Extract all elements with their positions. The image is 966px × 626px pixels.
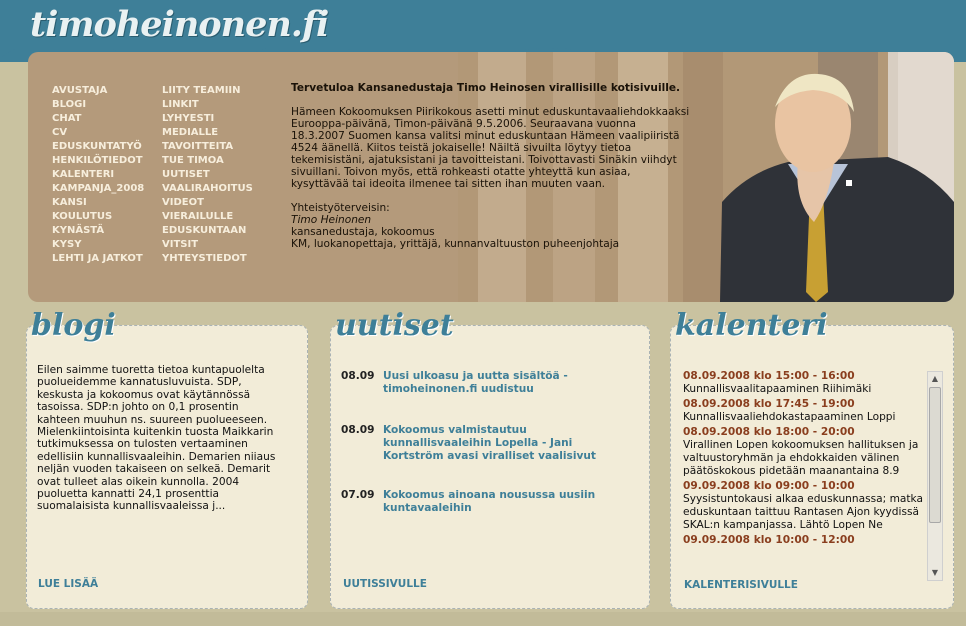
- nav-item-lehti[interactable]: LEHTI JA JATKOT: [52, 253, 143, 264]
- calendar-desc: Kunnallisvaalitapaaminen Riihimäki: [683, 383, 872, 395]
- news-date: 08.09: [341, 370, 375, 382]
- calendar-scrollbar[interactable]: [927, 371, 943, 581]
- nav-item-uutiset[interactable]: UUTISET: [162, 169, 210, 180]
- calendar-date: 08.09.2008 klo 18:00 - 20:00: [683, 426, 855, 438]
- calendar-date: 09.09.2008 klo 09:00 - 10:00: [683, 480, 855, 492]
- nav-item-yhteystiedot[interactable]: YHTEYSTIEDOT: [162, 253, 247, 264]
- news-date: 08.09: [341, 424, 375, 436]
- scrollbar-thumb[interactable]: [929, 387, 941, 523]
- welcome-title: Tervetuloa Kansanedustaja Timo Heinosen virallisille kotisivuille.: [291, 82, 681, 94]
- calendar-date: 09.09.2008 klo 10:00 - 12:00: [683, 534, 855, 546]
- welcome-role-1: kansanedustaja, kokoomus: [291, 226, 435, 238]
- hero-banner: [28, 52, 954, 302]
- welcome-greeting: Yhteistyöterveisin:: [291, 202, 390, 214]
- welcome-role-2: KM, luokanopettaja, yrittäjä, kunnanvaltuuston puheenjohtaja: [291, 238, 620, 250]
- nav-column-2: [162, 84, 253, 266]
- nav-item-liity-teamiin[interactable]: LIITY TEAMIIN: [162, 85, 241, 96]
- blog-heading: blogi: [31, 308, 116, 343]
- welcome-signature-name: Timo Heinonen: [291, 214, 372, 226]
- nav-item-linkit[interactable]: LINKIT: [162, 99, 199, 110]
- welcome-paragraph: Hämeen Kokoomuksen Piirikokous asetti minut eduskuntavaaliehdokkaaksi Eurooppa-päivänä, Timon-päivänä 9.5.2006. Seuraavana vuonna 18.3.2007 Suomen kansa valitsi minut eduskuntaan Hämeen vaalipiiristä 4524 äänellä. Kiitos teistä jokaiselle! Näiltä sivuilta löytyy tietoa tekemisistäni, ajatuksistani ja tavoitteistani. Toivottavasti Sinäkin viihdyt sivuillani. Toivon myös, että rohkeasti otatte yhteyttä kun asiaa, kysyttävää tai ideoita ilmenee tai sitten ihan muuten vaan.: [291, 106, 690, 190]
- nav-item-koulutus[interactable]: KOULUTUS: [52, 211, 113, 222]
- calendar-item: [683, 370, 927, 396]
- nav-item-eduskuntatyo[interactable]: EDUSKUNTATYÖ: [52, 141, 142, 152]
- news-heading: uutiset: [335, 308, 454, 343]
- nav-item-henkilotiedot[interactable]: HENKILÖTIEDOT: [52, 155, 143, 166]
- nav-item-chat[interactable]: CHAT: [52, 113, 82, 124]
- read-more-link[interactable]: LUE LISÄÄ: [38, 578, 99, 590]
- calendar-heading: kalenteri: [675, 308, 828, 343]
- news-title-link[interactable]: Uusi ulkoasu ja uutta sisältöä - timoheinonen.fi uudistuu: [383, 370, 568, 395]
- calendar-panel: [670, 308, 954, 609]
- nav-item-videot[interactable]: VIDEOT: [162, 197, 204, 208]
- news-date: 07.09: [341, 489, 375, 501]
- news-page-link[interactable]: UUTISSIVULLE: [343, 578, 427, 590]
- calendar-page-link[interactable]: KALENTERISIVULLE: [684, 579, 798, 591]
- calendar-desc: Syysistuntokausi alkaa eduskunnassa; matka eduskuntaan taittuu Rantasen Ajon kyydissä SKAL:n kampanjassa. Lähtö Lopen Ne: [683, 493, 923, 531]
- scroll-up-icon[interactable]: ▲: [931, 374, 939, 383]
- calendar-desc: Kunnallisvaaliehdokastapaaminen Loppi: [683, 411, 896, 423]
- calendar-date: 08.09.2008 klo 17:45 - 19:00: [683, 398, 855, 410]
- nav-item-cv[interactable]: CV: [52, 127, 68, 138]
- calendar-item: [683, 534, 927, 547]
- calendar-list[interactable]: [683, 370, 927, 576]
- nav-column-1: [52, 84, 144, 266]
- nav-item-tavoitteita[interactable]: TAVOITTEITA: [162, 141, 234, 152]
- nav-item-kansi[interactable]: KANSI: [52, 197, 87, 208]
- nav-item-kynasta[interactable]: KYNÄSTÄ: [52, 225, 105, 236]
- nav-item-eduskuntaan[interactable]: EDUSKUNTAAN: [162, 225, 247, 236]
- nav-item-kysy[interactable]: KYSY: [52, 239, 82, 250]
- nav-item-vaalirahoitus[interactable]: VAALIRAHOITUS: [162, 183, 253, 194]
- nav-item-medialle[interactable]: MEDIALLE: [162, 127, 219, 138]
- calendar-desc: Virallinen Lopen kokoomuksen hallituksen ja valtuustoryhmän ja ehdokkaiden välinen päätöskokous pidetään maanantaina 8.9: [683, 439, 919, 477]
- nav-item-kampanja[interactable]: KAMPANJA_2008: [52, 183, 145, 194]
- nav-item-avustaja[interactable]: AVUSTAJA: [52, 85, 108, 96]
- news-panel: [330, 308, 650, 609]
- nav-item-kalenteri[interactable]: KALENTERI: [52, 169, 115, 180]
- blog-panel: [26, 308, 308, 609]
- news-title-link[interactable]: Kokoomus valmistautuu kunnallisvaaleihin Lopella - Jani Kortström avasi viralliset vaalisivut: [383, 424, 596, 462]
- nav-item-vierailulle[interactable]: VIERAILULLE: [162, 211, 234, 222]
- calendar-date: 08.09.2008 klo 15:00 - 16:00: [683, 370, 855, 382]
- nav-item-blogi[interactable]: BLOGI: [52, 99, 87, 110]
- news-title-link[interactable]: Kokoomus ainoana nousussa uusiin kuntavaaleihin: [383, 489, 596, 514]
- blog-excerpt: Eilen saimme tuoretta tietoa kuntapuolelta puolueidemme kannatusluvuista. SDP, keskusta ja kokoomus ovat käytännössä tasoissa. SDP:n johto on 0,1 prosentin kahteen muuhun ns. suureen puolueeseen. Mielenkiintoisinta kuitenkin tuosta Maikkarin tutkimuksessa on tulosten vertaaminen edellisiin kunnallisvaaleihin. Demarien niiaus neljän vuoden takaiseen on selkeä. Demarit ovat tulleet alas oikein kunnolla. 2004 puoluetta kannatti 24,1 prosenttia suomalaisista kunnallisvaaleissa j...: [37, 364, 276, 513]
- site-logo[interactable]: timoheinonen.fi: [30, 4, 329, 45]
- scroll-down-icon[interactable]: ▼: [931, 568, 939, 577]
- nav-item-vitsit[interactable]: VITSIT: [162, 239, 199, 250]
- nav-item-tue-timoa[interactable]: TUE TIMOA: [162, 155, 224, 166]
- nav-item-lyhyesti[interactable]: LYHYESTI: [162, 113, 215, 124]
- welcome-text: [291, 82, 691, 250]
- calendar-item: [683, 480, 927, 532]
- footer-strip: [0, 612, 966, 626]
- calendar-item: [683, 426, 927, 478]
- calendar-item: [683, 398, 927, 424]
